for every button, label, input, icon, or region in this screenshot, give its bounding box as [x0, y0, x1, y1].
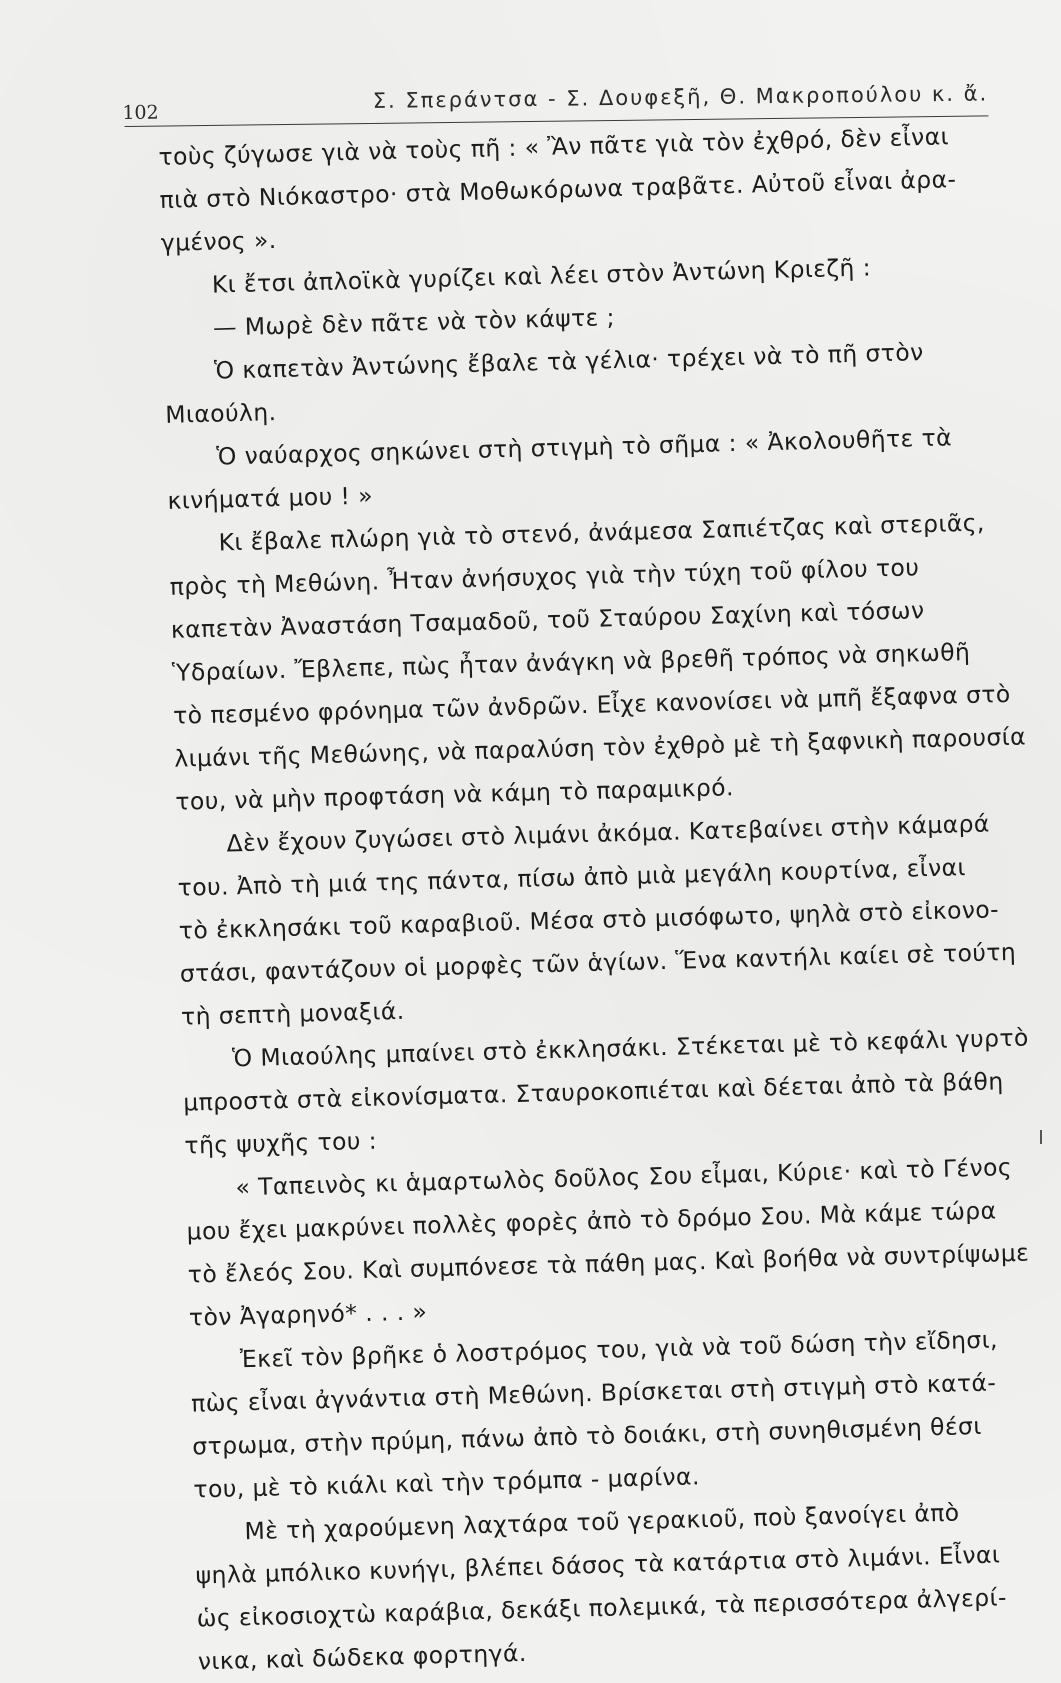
- margin-mark: [1040, 1130, 1042, 1144]
- text-line: στρωμα, στὴν πρύμη, πάνω ἀπὸ τὸ δοιάκι, στὴ συνηθισμένη θέσι: [191, 1411, 982, 1461]
- text-line: « Ταπεινὸς κι ἁμαρτωλὸς δοῦλος Σου εἶμαι, Κύριε· καὶ τὸ Γένος: [235, 1153, 1013, 1202]
- text-line: Ἐκεῖ τὸν βρῆκε ὁ λοστρόμος του, γιὰ νὰ τοῦ δώση τὴν εἴδησι,: [239, 1325, 999, 1374]
- text-line: Ὑδραίων. Ἔβλεπε, πὼς ἦταν ἀνάγκη νὰ βρεθῆ τρόπος νὰ σηκωθῆ: [171, 637, 971, 687]
- text-line: του. Ἀπὸ τὴ μιά της πάντα, πίσω ἀπὸ μιὰ μεγάλη κουρτίνα, εἶναι: [177, 853, 967, 902]
- text-line: Ὁ καπετὰν Ἀντώνης ἔβαλε τὰ γέλια· τρέχει νὰ τὸ πῆ στὸν: [213, 338, 924, 385]
- text-line: του, νὰ μὴν προφτάση νὰ κάμη τὸ παραμικρό.: [175, 773, 735, 816]
- page-number: 102: [122, 101, 159, 124]
- text-line: Ὁ Μιαούλης μπαίνει στὸ ἐκκλησάκι. Στέκεται μὲ τὸ κεφάλι γυρτὸ: [231, 1023, 1030, 1073]
- text-line: στάσι, φαντάζουν οἱ μορφὲς τῶν ἁγίων. Ἕνα καντήλι καίει σὲ τούτη: [179, 937, 1017, 988]
- text-line: νικα, καὶ δώδεκα φορτηγά.: [197, 1638, 527, 1676]
- text-line: ψηλὰ μπόλικο κυνήγι, βλέπει δάσος τὰ κατάρτια στὸ λιμάνι. Εἶναι: [195, 1540, 1001, 1590]
- text-line: πιὰ στὸ Νιόκαστρο· στὰ Μοθωκόρωνα τραβᾶτε. Αὐτοῦ εἶναι ἀρα-: [159, 165, 957, 214]
- text-line: πὼς εἶναι ἀγνάντια στὴ Μεθώνη. Βρίσκεται στὴ στιγμὴ στὸ κατά-: [190, 1368, 997, 1418]
- text-line: τοὺς ζύγωσε γιὰ νὰ τοὺς πῆ : « Ἂν πᾶτε γιὰ τὸν ἐχθρό, δὲν εἶναι: [158, 122, 950, 171]
- text-line: τὸ πεσμένο φρόνημα τῶν ἀνδρῶν. Εἶχε κανονίσει νὰ μπῆ ἔξαφνα στὸ: [172, 679, 1011, 730]
- text-line: του, μὲ τὸ κιάλι καὶ τὴν τρόμπα - μαρίνα.: [193, 1462, 701, 1504]
- text-line: γμένος ».: [160, 225, 277, 257]
- text-line: καπετὰν Ἀναστάση Τσαμαδοῦ, τοῦ Σταύρου Σαχίνη καὶ τόσων: [170, 596, 925, 644]
- text-line: τῆς ψυχῆς του :: [184, 1126, 378, 1160]
- text-line: Ὁ ναύαρχος σηκώνει στὴ στιγμὴ τὸ σῆμα : « Ἀκολουθῆτε τὰ: [216, 423, 953, 471]
- text-line: κινήματά μου ! »: [167, 481, 374, 515]
- text-line: Μιαούλη.: [164, 397, 277, 429]
- text-line: Κι ἔβαλε πλώρη γιὰ τὸ στενό, ἀνάμεσα Σαπιέτζας καὶ στεριᾶς,: [218, 508, 986, 557]
- text-line: ὡς εἰκοσιοχτὼ καράβια, δεκάξι πολεμικά, τὰ περισσότερα ἀλγερί-: [196, 1583, 1008, 1633]
- text-line: Δὲν ἔχουν ζυγώσει στὸ λιμάνι ἀκόμα. Κατεβαίνει στὴν κάμαρά: [226, 809, 991, 858]
- running-head: Σ. Σπεράντσα - Σ. Δουφεξῆ, Θ. Μακροπούλου κ. ἄ.: [372, 81, 989, 113]
- text-line: τὸν Ἀγαρηνό* . . . »: [188, 1297, 428, 1332]
- text-line: λιμάνι τῆς Μεθώνης, νὰ παραλύση τὸν ἐχθρὸ μὲ τὴ ξαφνικὴ παρουσία: [173, 722, 1027, 773]
- text-line: τὸ ἐκκλησάκι τοῦ καραβιοῦ. Μέσα στὸ μισόφωτο, ψηλὰ στὸ εἰκονο-: [178, 895, 1000, 945]
- text-line: τὸ ἔλεός Σου. Καὶ συμπόνεσε τὰ πάθη μας. Καὶ βοήθα νὰ συντρίψωμε: [187, 1238, 1030, 1289]
- text-line: μου ἔχει μακρύνει πολλὲς φορὲς ἀπὸ τὸ δρόμο Σου. Μὰ κάμε τώρα: [186, 1196, 997, 1246]
- body-text: [158, 114, 1054, 1683]
- text-line: τὴ σεπτὴ μοναξιά.: [180, 996, 405, 1031]
- text-line: Μὲ τὴ χαρούμενη λαχτάρα τοῦ γερακιοῦ, ποὺ ξανοίγει ἀπὸ: [244, 1498, 960, 1546]
- text-line: μπροστὰ στὰ εἰκονίσματα. Σταυροκοπιέται καὶ δέεται ἀπὸ τὰ βάθη: [182, 1067, 1004, 1117]
- text-line: πρὸς τὴ Μεθώνη. Ἦταν ἀνήσυχος γιὰ τὴν τύχη τοῦ φίλου του: [169, 553, 920, 601]
- text-line: — Μωρὲ δὲν πᾶτε νὰ τὸν κάψτε ;: [212, 303, 616, 342]
- text-line: Κι ἔτσι ἀπλοϊκὰ γυρίζει καὶ λέει στὸν Ἀντώνη Κριεζῆ :: [211, 253, 872, 299]
